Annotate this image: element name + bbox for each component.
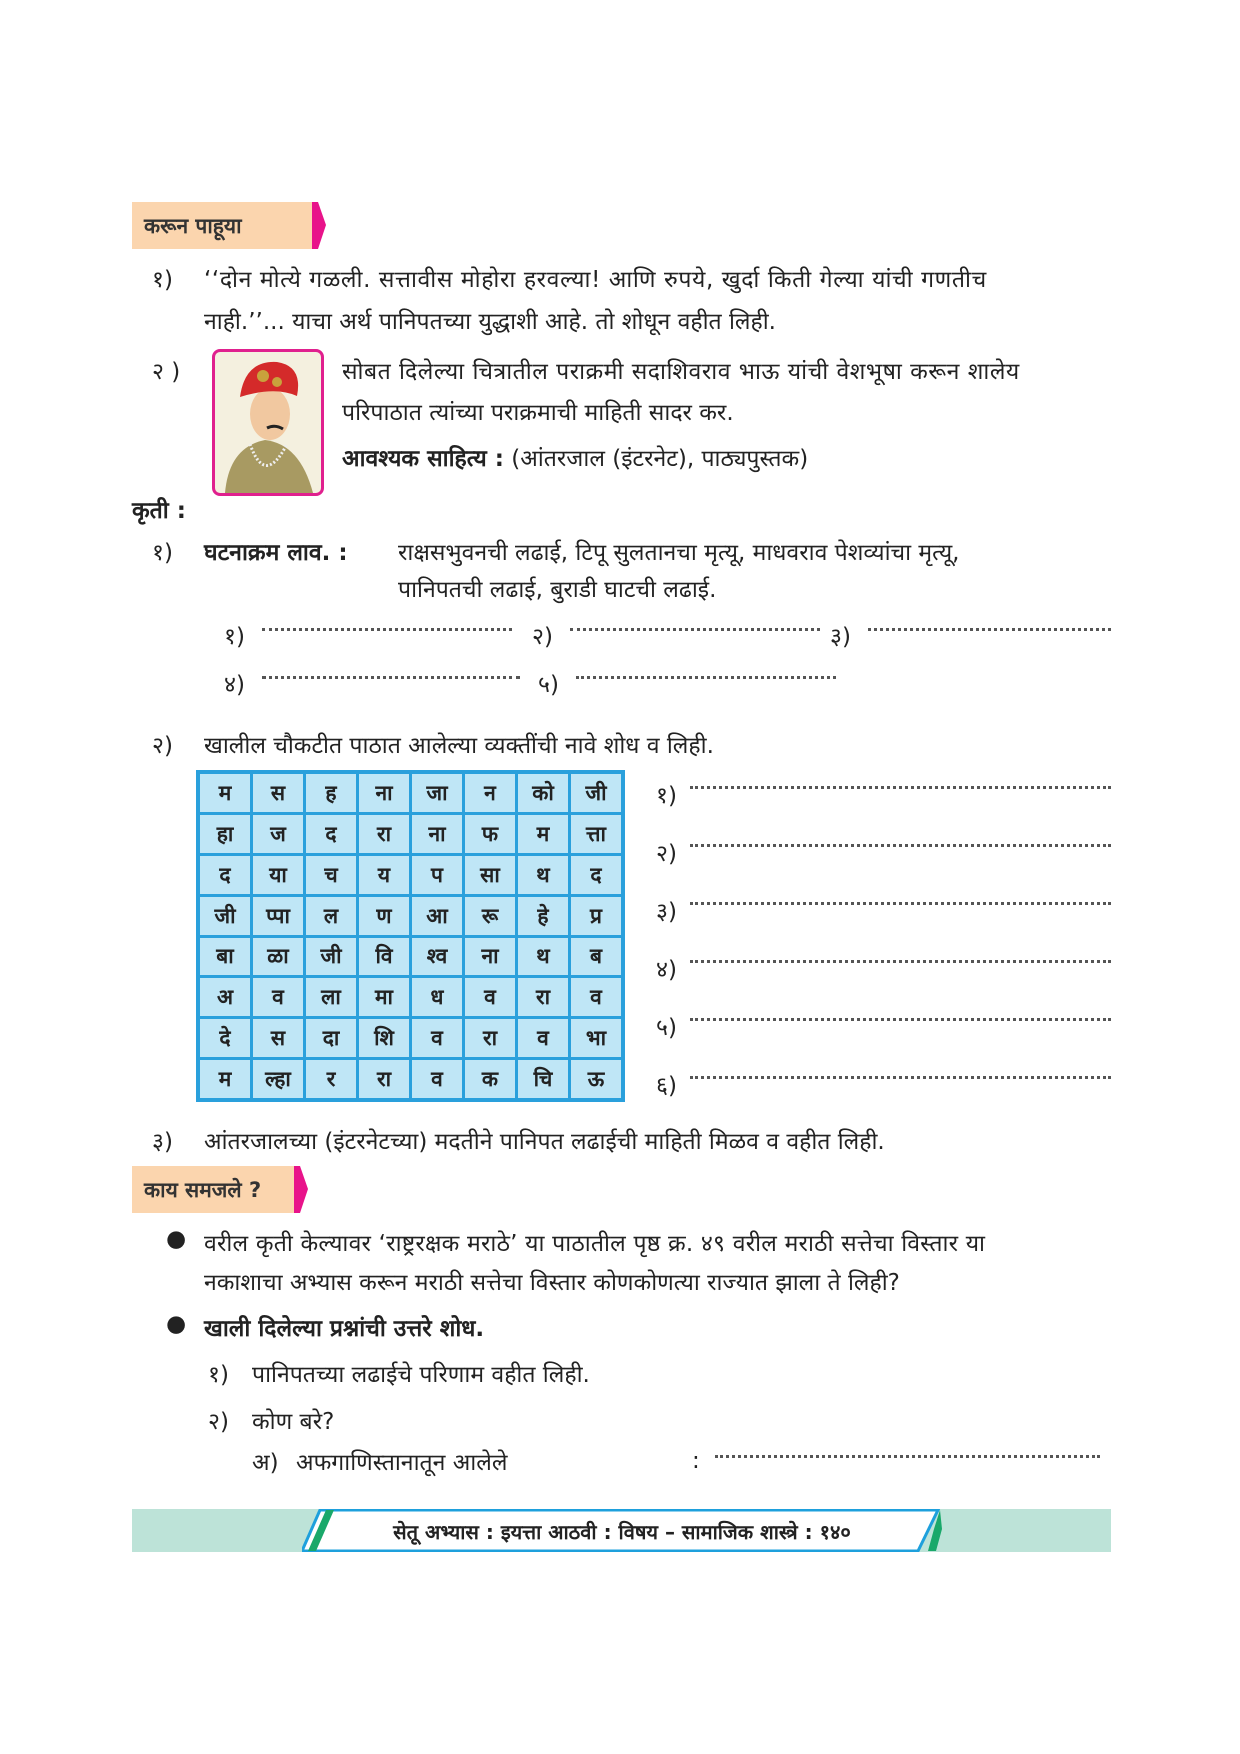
- grid-cell: श्व: [412, 938, 462, 976]
- q1-line2: नाही.’’... याचा अर्थ पानिपतच्या युद्धाशी आहे. तो शोधून वहीत लिही.: [204, 309, 776, 335]
- grid-cell: व: [571, 978, 621, 1016]
- grid-cell: द: [200, 856, 250, 894]
- word-search-grid: [196, 770, 625, 1102]
- grid-cell: को: [518, 774, 568, 812]
- grid-cell: द: [571, 856, 621, 894]
- grid-cell: फ: [465, 815, 515, 853]
- answer-line[interactable]: [690, 960, 1111, 963]
- header-label: करून पाहूया: [144, 213, 242, 238]
- activities-label: कृती :: [132, 498, 186, 524]
- grid-cell: जी: [306, 938, 356, 976]
- blank-line-5[interactable]: [576, 676, 836, 679]
- grid-cell: ण: [359, 897, 409, 935]
- answer-label: २): [656, 841, 677, 867]
- grid-cell: म: [200, 1060, 250, 1098]
- answer-label: ५): [656, 1015, 677, 1041]
- q2-materials: [342, 441, 808, 473]
- page-footer: [132, 1509, 1111, 1552]
- b2-q2-text: कोण बरे?: [252, 1409, 335, 1435]
- b2-sub-text: अफगाणिस्तानातून आलेले: [296, 1450, 508, 1476]
- grid-cell: च: [306, 856, 356, 894]
- footer-text: सेतू अभ्यास : इयत्ता आठवी : विषय – सामाजिक शास्त्रे : १४०: [393, 1520, 851, 1544]
- materials-label: आवश्यक साहित्य :: [342, 446, 504, 472]
- header-label: काय समजले ?: [144, 1177, 262, 1202]
- sadashivrao-portrait-image: [212, 349, 324, 496]
- a1-number: १): [152, 540, 173, 566]
- grid-cell: रा: [359, 815, 409, 853]
- grid-cell: स: [253, 1019, 303, 1057]
- grid-cell: त्ता: [571, 815, 621, 853]
- a1-line2: पानिपतची लढाई, बुराडी घाटची लढाई.: [398, 577, 717, 603]
- answer-line[interactable]: [690, 1076, 1111, 1079]
- answer-label: ४): [656, 957, 677, 983]
- a2-text: खालील चौकटीत पाठात आलेल्या व्यक्तींची नावे शोध व लिही.: [204, 733, 714, 759]
- grid-cell: व: [518, 1019, 568, 1057]
- grid-cell: जा: [412, 774, 462, 812]
- blank-label-3: ३): [830, 624, 851, 650]
- grid-cell: व: [253, 978, 303, 1016]
- b2-q2-number: २): [208, 1409, 229, 1435]
- blank-label-4: ४): [224, 672, 245, 698]
- grid-cell: थ: [518, 938, 568, 976]
- grid-cell: दा: [306, 1019, 356, 1057]
- grid-cell: ला: [306, 978, 356, 1016]
- grid-cell: बा: [200, 938, 250, 976]
- section-header-karun-pahuya: [132, 202, 312, 249]
- bullet-icon: ●: [166, 1311, 187, 1337]
- a1-line1: राक्षसभुवनची लढाई, टिपू सुलतानचा मृत्यू, माधवराव पेशव्यांचा मृत्यू,: [398, 540, 960, 566]
- blank-label-5: ५): [538, 672, 559, 698]
- answer-line[interactable]: [690, 786, 1111, 789]
- grid-cell: रा: [518, 978, 568, 1016]
- grid-cell: रू: [465, 897, 515, 935]
- b2-title: खाली दिलेल्या प्रश्नांची उत्तरे शोध.: [204, 1316, 485, 1342]
- grid-cell: व: [465, 978, 515, 1016]
- answer-line[interactable]: [690, 1018, 1111, 1021]
- grid-cell: मा: [359, 978, 409, 1016]
- grid-cell: भा: [571, 1019, 621, 1057]
- blank-label-2: २): [532, 624, 553, 650]
- grid-cell: थ: [518, 856, 568, 894]
- a3-text: आंतरजालच्या (इंटरनेटच्या) मदतीने पानिपत लढाईची माहिती मिळव व वहीत लिही.: [204, 1129, 885, 1155]
- grid-cell: क: [465, 1060, 515, 1098]
- grid-cell: र: [306, 1060, 356, 1098]
- grid-cell: जी: [571, 774, 621, 812]
- answer-label: ३): [656, 899, 677, 925]
- grid-cell: चि: [518, 1060, 568, 1098]
- blank-line-4[interactable]: [262, 676, 520, 679]
- grid-cell: हे: [518, 897, 568, 935]
- b1-line2: नकाशाचा अभ्यास करून मराठी सत्तेचा विस्तार कोणकोणत्या राज्यात झाला ते लिही?: [204, 1270, 900, 1296]
- answer-line[interactable]: [690, 902, 1111, 905]
- grid-cell: वि: [359, 938, 409, 976]
- grid-cell: प्पा: [253, 897, 303, 935]
- blank-label-1: १): [224, 624, 245, 650]
- grid-cell: अ: [200, 978, 250, 1016]
- grid-cell: प: [412, 856, 462, 894]
- a2-number: २): [152, 733, 173, 759]
- blank-line-3[interactable]: [868, 628, 1111, 631]
- grid-cell: ल्हा: [253, 1060, 303, 1098]
- grid-cell: म: [200, 774, 250, 812]
- b1-line1: वरील कृती केल्यावर ‘राष्ट्ररक्षक मराठे’ या पाठातील पृष्ठ क्र. ४९ वरील मराठी सत्तेचा विस्तार या: [204, 1231, 986, 1257]
- section-header-kay-samajle: [132, 1166, 294, 1213]
- answer-label: १): [656, 783, 677, 809]
- header-arrow-icon: [312, 202, 326, 249]
- a1-title: घटनाक्रम लाव. :: [204, 540, 348, 566]
- q2-line2: परिपाठात त्यांच्या पराक्रमाची माहिती सादर कर.: [342, 400, 734, 426]
- bullet-icon: ●: [166, 1226, 187, 1252]
- footer-banner: [302, 1509, 942, 1552]
- b2-sub-number: अ): [252, 1450, 279, 1476]
- q2-line1: सोबत दिलेल्या चित्रातील पराक्रमी सदाशिवराव भाऊ यांची वेशभूषा करून शालेय: [342, 359, 1020, 385]
- grid-cell: ऊ: [571, 1060, 621, 1098]
- q2-number: २ ): [152, 359, 181, 385]
- grid-cell: दे: [200, 1019, 250, 1057]
- grid-cell: आ: [412, 897, 462, 935]
- blank-line-2[interactable]: [570, 628, 820, 631]
- b2-q1-text: पानिपतच्या लढाईचे परिणाम वहीत लिही.: [252, 1362, 590, 1388]
- grid-cell: प्र: [571, 897, 621, 935]
- grid-cell: हा: [200, 815, 250, 853]
- grid-cell: जी: [200, 897, 250, 935]
- grid-cell: ल: [306, 897, 356, 935]
- answer-label: ६): [656, 1073, 677, 1099]
- b2-sub-answer-line[interactable]: [715, 1455, 1100, 1458]
- grid-cell: ना: [412, 815, 462, 853]
- header-arrow-icon: [294, 1166, 308, 1213]
- grid-cell: या: [253, 856, 303, 894]
- grid-cell: ज: [253, 815, 303, 853]
- grid-cell: रा: [359, 1060, 409, 1098]
- grid-cell: रा: [465, 1019, 515, 1057]
- q1-line1: ‘‘दोन मोत्ये गळली. सत्तावीस मोहोरा हरवल्या! आणि रुपये, खुर्दा किती गेल्या यांची गणतीच: [204, 267, 987, 293]
- grid-cell: य: [359, 856, 409, 894]
- grid-cell: ब: [571, 938, 621, 976]
- grid-cell: सा: [465, 856, 515, 894]
- grid-cell: शि: [359, 1019, 409, 1057]
- b2-sub-colon: :: [692, 1448, 700, 1474]
- grid-cell: द: [306, 815, 356, 853]
- grid-cell: ळा: [253, 938, 303, 976]
- grid-cell: ना: [359, 774, 409, 812]
- grid-cell: स: [253, 774, 303, 812]
- grid-cell: म: [518, 815, 568, 853]
- grid-cell: ना: [465, 938, 515, 976]
- grid-cell: व: [412, 1060, 462, 1098]
- answer-line[interactable]: [690, 844, 1111, 847]
- grid-cell: व: [412, 1019, 462, 1057]
- q1-number: १): [152, 267, 173, 293]
- b2-q1-number: १): [208, 1362, 229, 1388]
- a3-number: ३): [152, 1129, 173, 1155]
- blank-line-1[interactable]: [262, 628, 512, 631]
- grid-cell: ध: [412, 978, 462, 1016]
- grid-cell: न: [465, 774, 515, 812]
- grid-cell: ह: [306, 774, 356, 812]
- materials-list: (आंतरजाल (इंटरनेट), पाठ्यपुस्तक): [511, 446, 809, 472]
